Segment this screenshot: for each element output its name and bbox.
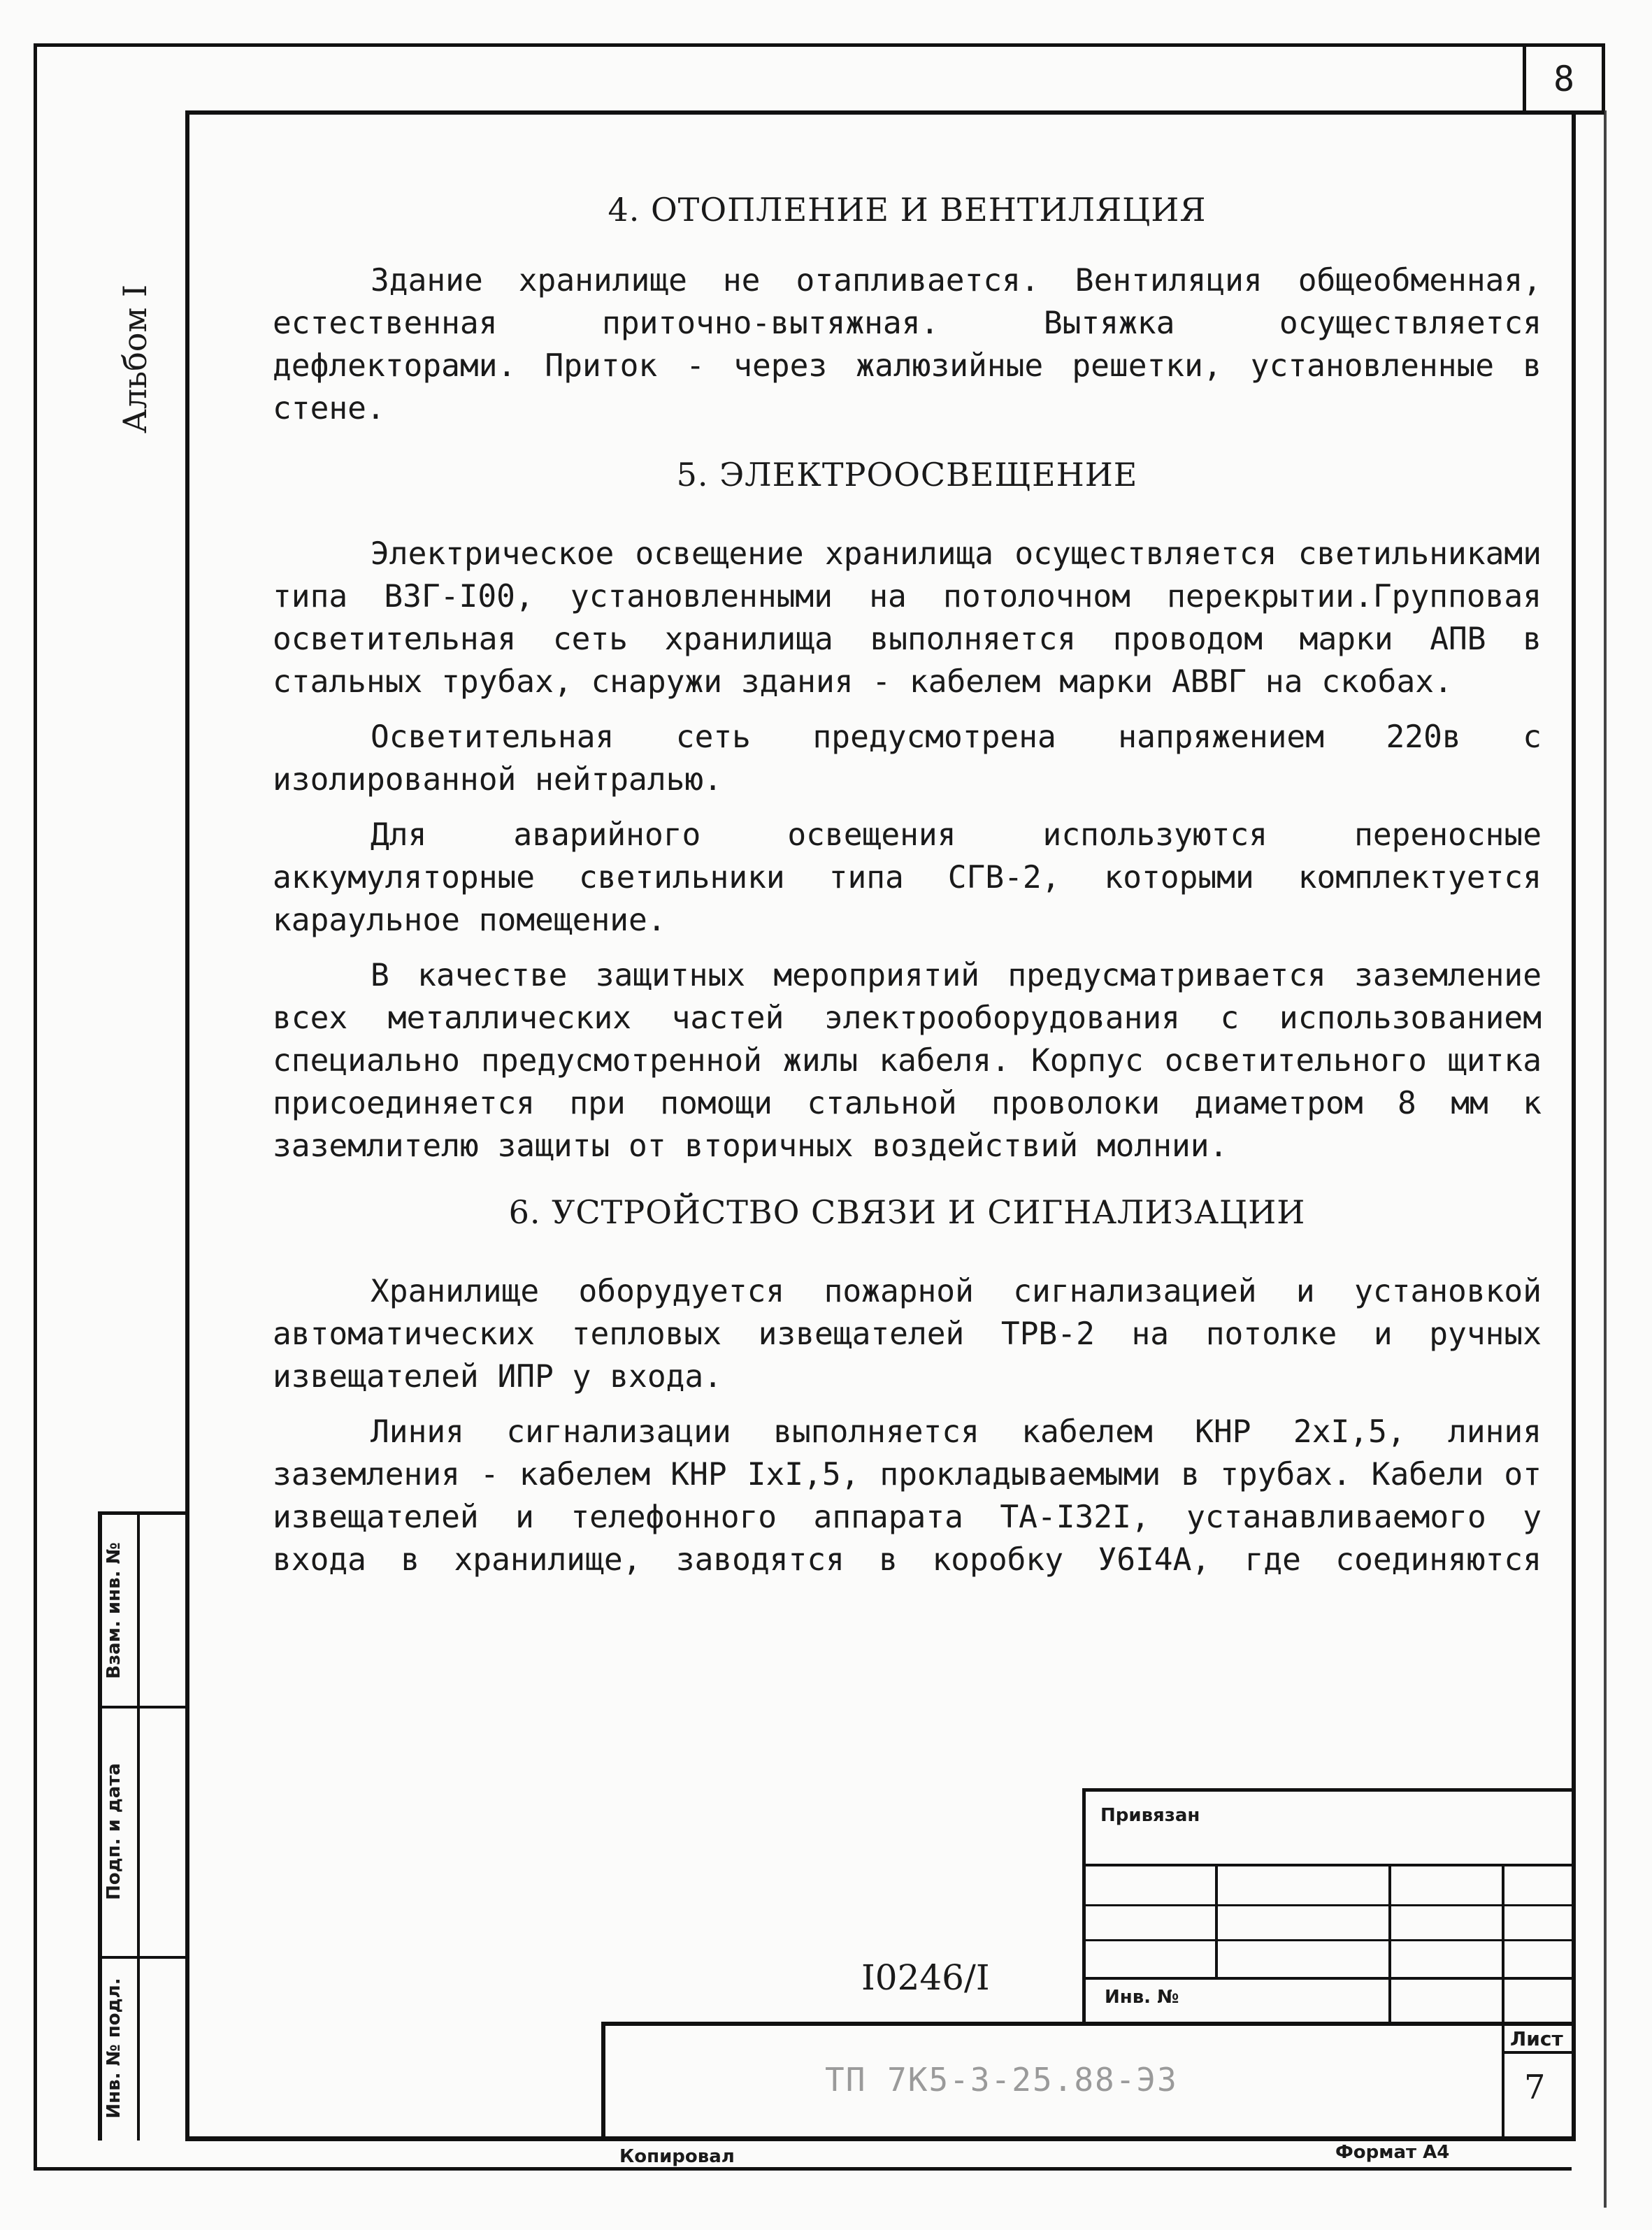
section-6-paragraph-2: Линия сигнализации выполняется кабелем КНР 2хI,5, линия заземления - кабелем КНР IхI,5, прокладываемыми в трубах. Кабели от извещателей и телефонного аппарата ТА-I32I, устанавливаемого у входа в хранилище, заводятся в коробку У6I4А, где соединяются — [273, 1414, 1542, 1578]
tb-row-2 — [1082, 1904, 1574, 1906]
document-body — [273, 189, 1542, 1581]
section-5-paragraph-4: В качестве защитных мероприятий предусматривается заземление всех металлических частей электрооборудования с использованием специально предусмотренной жилы кабеля. Корпус осветительного щитка присоединяется при помощи стальной проволоки диаметром 8 мм к заземлителю защиты от вторичных воздействий молнии. — [273, 958, 1542, 1164]
tb-col-3 — [1502, 1864, 1504, 2136]
outer-frame-right — [1604, 110, 1607, 2208]
side-stamp-sep-1 — [98, 1706, 189, 1709]
inner-frame-right — [1572, 110, 1576, 2141]
list-box-sep — [1502, 2051, 1574, 2054]
section-6-title: 6. УСТРОЙСТВО СВЯЗИ И СИГНАЛИЗАЦИИ — [508, 1193, 1306, 1231]
document-code: ТП 7К5-3-25.88-ЭЗ — [825, 2061, 1178, 2099]
album-code: I0246/I — [861, 1957, 990, 1998]
stamp-box-top — [601, 2022, 1574, 2026]
inner-frame-top — [185, 110, 1604, 115]
tb-list-label: Лист — [1510, 2027, 1563, 2050]
tb-inv-label: Инв. № — [1105, 1987, 1179, 2008]
footer-format: Формат А4 — [1335, 2142, 1450, 2163]
side-stamp-inv-label: Инв. № подл. — [103, 1978, 124, 2119]
tb-row-4 — [1082, 1977, 1574, 1980]
section-4-title: 4. ОТОПЛЕНИЕ И ВЕНТИЛЯЦИЯ — [608, 191, 1207, 229]
side-stamp-podp-label: Подп. и дата — [103, 1763, 124, 1900]
footer-kopiroval: Копировал — [619, 2146, 735, 2167]
outer-frame-top — [34, 43, 1523, 47]
section-5-paragraph-3: Для аварийного освещения используются переносные аккумуляторные светильники типа СГВ-2, которыми комплектуется караульное помещение. — [273, 817, 1542, 938]
section-5-title: 5. ЭЛЕКТРООСВЕЩЕНИЕ — [676, 456, 1138, 494]
side-stamp-vzam-label: Взам. инв. № — [103, 1542, 124, 1679]
tb-col-2 — [1388, 1864, 1391, 2023]
tb-list-number: 7 — [1524, 2068, 1546, 2107]
section-5-paragraph-1: Электрическое освещение хранилища осуществляется светильниками типа ВЗГ-I00, установленными на потолочном перекрытии.Групповая осветительная сеть хранилища выполняется проводом марки АПВ в стальных трубах, снаружи здания - кабелем марки АВВГ на скобах. — [273, 536, 1542, 700]
section-6-paragraph-1: Хранилище оборудуется пожарной сигнализацией и установкой автоматических тепловых извещателей ТРВ-2 на потолке и ручных извещателей ИПР у входа. — [273, 1274, 1542, 1395]
outer-frame-bottom — [34, 2167, 1572, 2171]
section-4-paragraph-1: Здание хранилище не отапливается. Вентиляция общеобменная, естественная приточно-вытяжная. Вытяжка осуществляется дефлекторами. Приток - через жалюзийные решетки, установленные в стене. — [273, 263, 1542, 426]
stamp-box-left — [601, 2022, 605, 2139]
inner-frame-left — [185, 110, 189, 2141]
outer-frame-left — [34, 43, 37, 2168]
side-stamp-left — [98, 1511, 102, 2141]
tb-privyazan-label: Привязан — [1100, 1805, 1200, 1826]
tb-col-1 — [1215, 1864, 1218, 1977]
side-stamp-mid — [137, 1511, 140, 2141]
tb-row-3 — [1082, 1939, 1574, 1941]
inner-frame-bottom — [185, 2136, 1576, 2141]
side-stamp-top — [98, 1511, 189, 1515]
sheet-number-box — [1523, 43, 1605, 110]
tb-row-1 — [1082, 1864, 1574, 1866]
tb-top — [1082, 1788, 1574, 1792]
section-5-paragraph-2: Осветительная сеть предусмотрена напряжением 220в с изолированной нейтралью. — [273, 719, 1542, 798]
album-label: Альбом I — [116, 284, 154, 433]
sheet-number: 8 — [1553, 58, 1575, 99]
